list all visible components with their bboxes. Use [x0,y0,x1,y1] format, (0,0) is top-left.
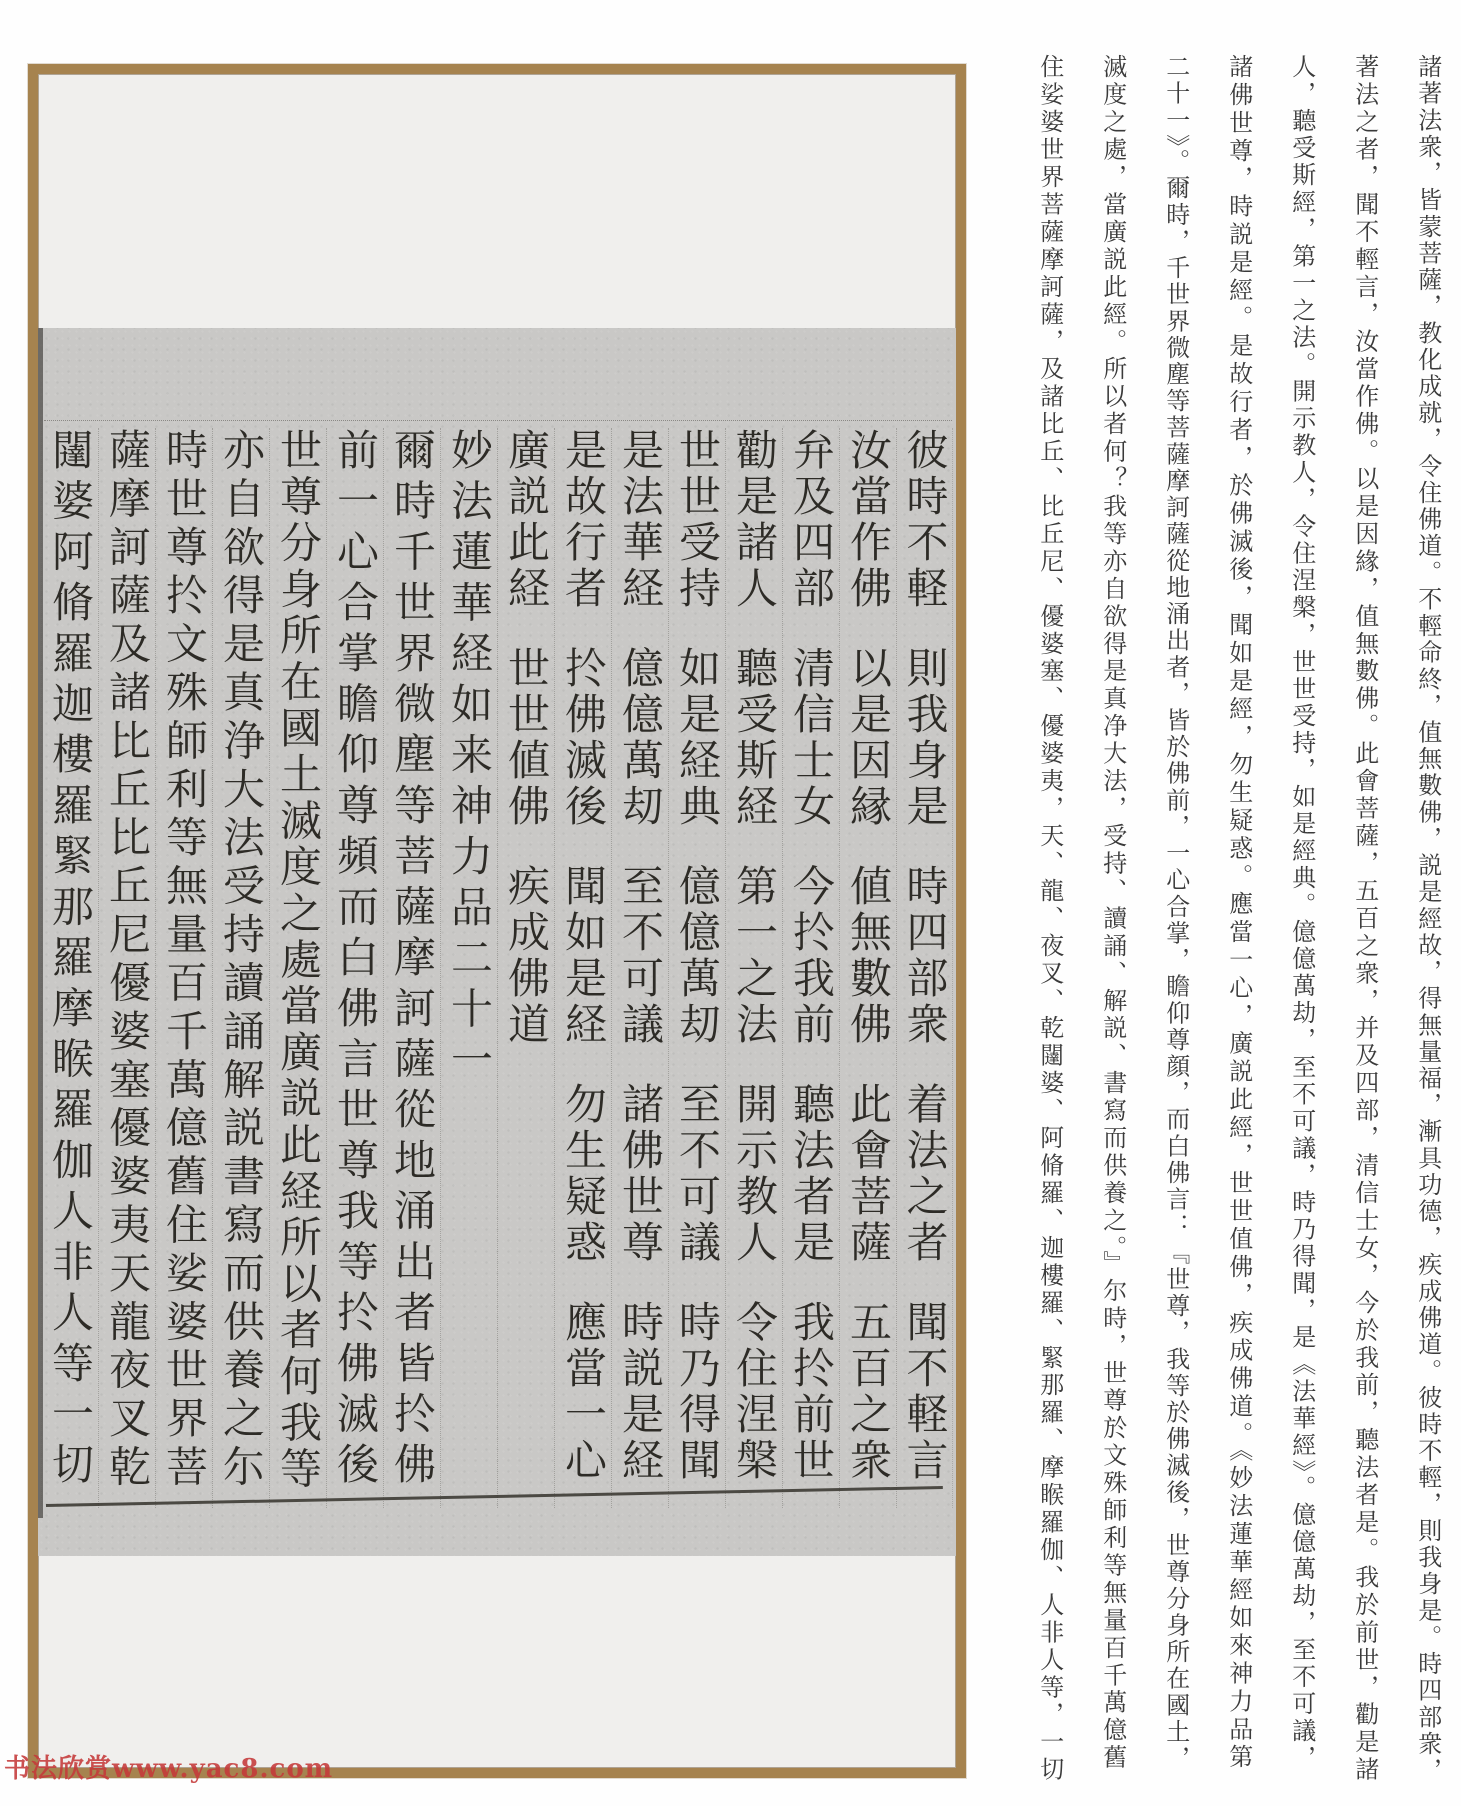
calligraphy-phrase: 則我身是 [900,646,950,830]
calligraphy-phrase: 是故行者 [559,428,608,612]
calligraphy-phrase: 我扵前世 [787,1300,836,1484]
calligraphy-phrase: 聞如是経 [559,864,608,1048]
transcription-column [1081,54,1144,1794]
calligraphy-phrase: 聽受斯経 [730,646,779,830]
calligraphy-column-prose: 薩摩訶薩及諸比丘比丘尼優婆塞優婆夷天龍夜叉乾 [98,428,155,1508]
calligraphy-phrase: 廣説此経 [502,428,551,612]
calligraphy-column-prose: 亦自欲得是真浄大法受持讀誦解説書寫而供養之尓 [212,428,269,1508]
transcription-column [1144,54,1207,1794]
calligraphy-phrase: 億億萬刧 [673,864,722,1048]
transcription-columns [1017,54,1459,1794]
calligraphy-phrase: 彼時不軽 [900,428,950,612]
transcription-column [1396,54,1459,1794]
calligraphy-column-verse [668,428,725,1508]
calligraphy-phrase: 億億萬刧 [616,646,665,830]
calligraphy-phrase: 令住涅槃 [730,1300,779,1484]
calligraphy-phrase: 五百之衆 [844,1300,893,1484]
transcription-text: 住娑婆世界菩薩摩訶薩，及諸比丘、比丘尼、優婆塞、優婆夷，天、龍、夜叉、乾闥婆、阿脩羅、迦樓羅、緊那羅、摩睺羅伽、人非人等，一切 [1035,54,1064,1784]
calligraphy-phrase: 如是経典 [673,646,722,830]
calligraphy-phrase: 此會菩薩 [844,1082,893,1266]
calligraphy-phrase: 至不可議 [673,1082,722,1266]
calligraphy-column-prose: 世尊分身所在國土滅度之處當廣説此経所以者何我等 [269,428,326,1508]
transcription-text: 諸佛世尊，時説是經。是故行者，於佛滅後，聞如是經，勿生疑惑。應當一心，廣説此經，世世值佛，疾成佛道。《妙法蓮華經如來神力品第 [1224,54,1253,1772]
calligraphy-column-verse [896,428,953,1508]
calligraphy-column-prose: 爾時千世界微塵等菩薩摩訶薩從地涌出者皆扵佛 [383,428,440,1508]
calligraphy-column-verse [725,428,782,1508]
calligraphy-phrase: 以是因縁 [844,646,893,830]
calligraphy-phrase: 時乃得聞 [673,1300,722,1484]
transcription-column [1333,54,1396,1794]
calligraphy-phrase: 汝當作佛 [844,428,893,612]
transcription-text: 諸著法衆，皆蒙菩薩，教化成就，令住佛道。不輕命終，值無數佛，説是經故，得無量福，漸具功德，疾成佛道。彼時不輕，則我身是。時四部衆， [1413,54,1442,1784]
calligraphy-phrase: 第一之法 [730,864,779,1048]
calligraphy-phrase: 世世受持 [673,428,722,612]
calligraphy-column-prose: 時世尊扵文殊師利等無量百千萬億舊住娑婆世界菩 [155,428,212,1508]
calligraphy-phrase: 聽法者是 [787,1082,836,1266]
calligraphy-phrase: 扵佛滅後 [559,646,608,830]
calligraphy-phrase: 開示教人 [730,1082,779,1266]
calligraphy-phrase: 至不可議 [616,864,665,1048]
transcription-text: 著法之者，聞不輕言，汝當作佛。以是因緣，值無數佛。此會菩薩，五百之衆，并及四部，清信士女，今於我前，聽法者是。我於前世，勸是諸 [1350,54,1379,1784]
artwork-frame [28,64,966,1778]
calligraphy-phrase: 清信士女 [787,646,836,830]
transcription-text: 二十一》。爾時，千世界微塵等菩薩摩訶薩從地涌出者，皆於佛前，一心合掌，瞻仰尊顔，而白佛言：『世尊，我等於佛滅後，世尊分身所在國土， [1161,54,1190,1772]
transcription-column [1207,54,1270,1794]
calligraphy-column-verse [782,428,839,1508]
manuscript-top-dotted-line [44,420,952,421]
calligraphy-phrase: 疾成佛道 [502,864,551,1048]
watermark: 书法欣赏www.yac8.com [4,1754,334,1784]
calligraphy-phrase: 着法之者 [900,1082,950,1266]
calligraphy-phrase: 時四部衆 [900,864,950,1048]
calligraphy-column-verse [839,428,896,1508]
calligraphy-columns [41,428,953,1508]
calligraphy-column-verse [554,428,611,1508]
calligraphy-column-prose: 闥婆阿脩羅迦樓羅緊那羅摩睺羅伽人非人等一切 [41,428,98,1508]
transcription-text: 人，聽受斯經，第一之法。開示教人，令住涅槃，世世受持，如是經典。億億萬劫，至不可議，時乃得聞，是《法華經》。億億萬劫，至不可議， [1287,54,1316,1772]
calligraphy-phrase: 聞不軽言 [900,1300,950,1484]
calligraphy-column-verse [611,428,668,1508]
calligraphy-phrase: 時説是経 [616,1300,665,1484]
transcription-column [1018,54,1081,1794]
calligraphy-phrase: 勸是諸人 [730,428,779,612]
calligraphy-column-verse [497,428,554,1508]
transcription-column [1270,54,1333,1794]
calligraphy-phrase: 弁及四部 [787,428,836,612]
calligraphy-column-title: 妙法蓮華経如来神力品二十一 [440,428,497,1508]
manuscript-scan [38,328,956,1556]
calligraphy-phrase: 今扵我前 [787,864,836,1048]
calligraphy-phrase: 世世値佛 [502,646,551,830]
calligraphy-phrase: 諸佛世尊 [616,1082,665,1266]
calligraphy-phrase: 是法華経 [616,428,665,612]
calligraphy-column-prose: 前一心合掌瞻仰尊頻而白佛言世尊我等扵佛滅後 [326,428,383,1508]
calligraphy-phrase: 値無數佛 [844,864,893,1048]
transcription-text: 滅度之處，當廣説此經。所以者何？我等亦自欲得是真净大法，受持、讀誦、解説、書寫而供養之。』尔時，世尊於文殊師利等無量百千萬億舊 [1098,54,1127,1772]
calligraphy-phrase: 應當一心 [559,1300,608,1484]
calligraphy-phrase: 勿生疑惑 [559,1082,608,1266]
